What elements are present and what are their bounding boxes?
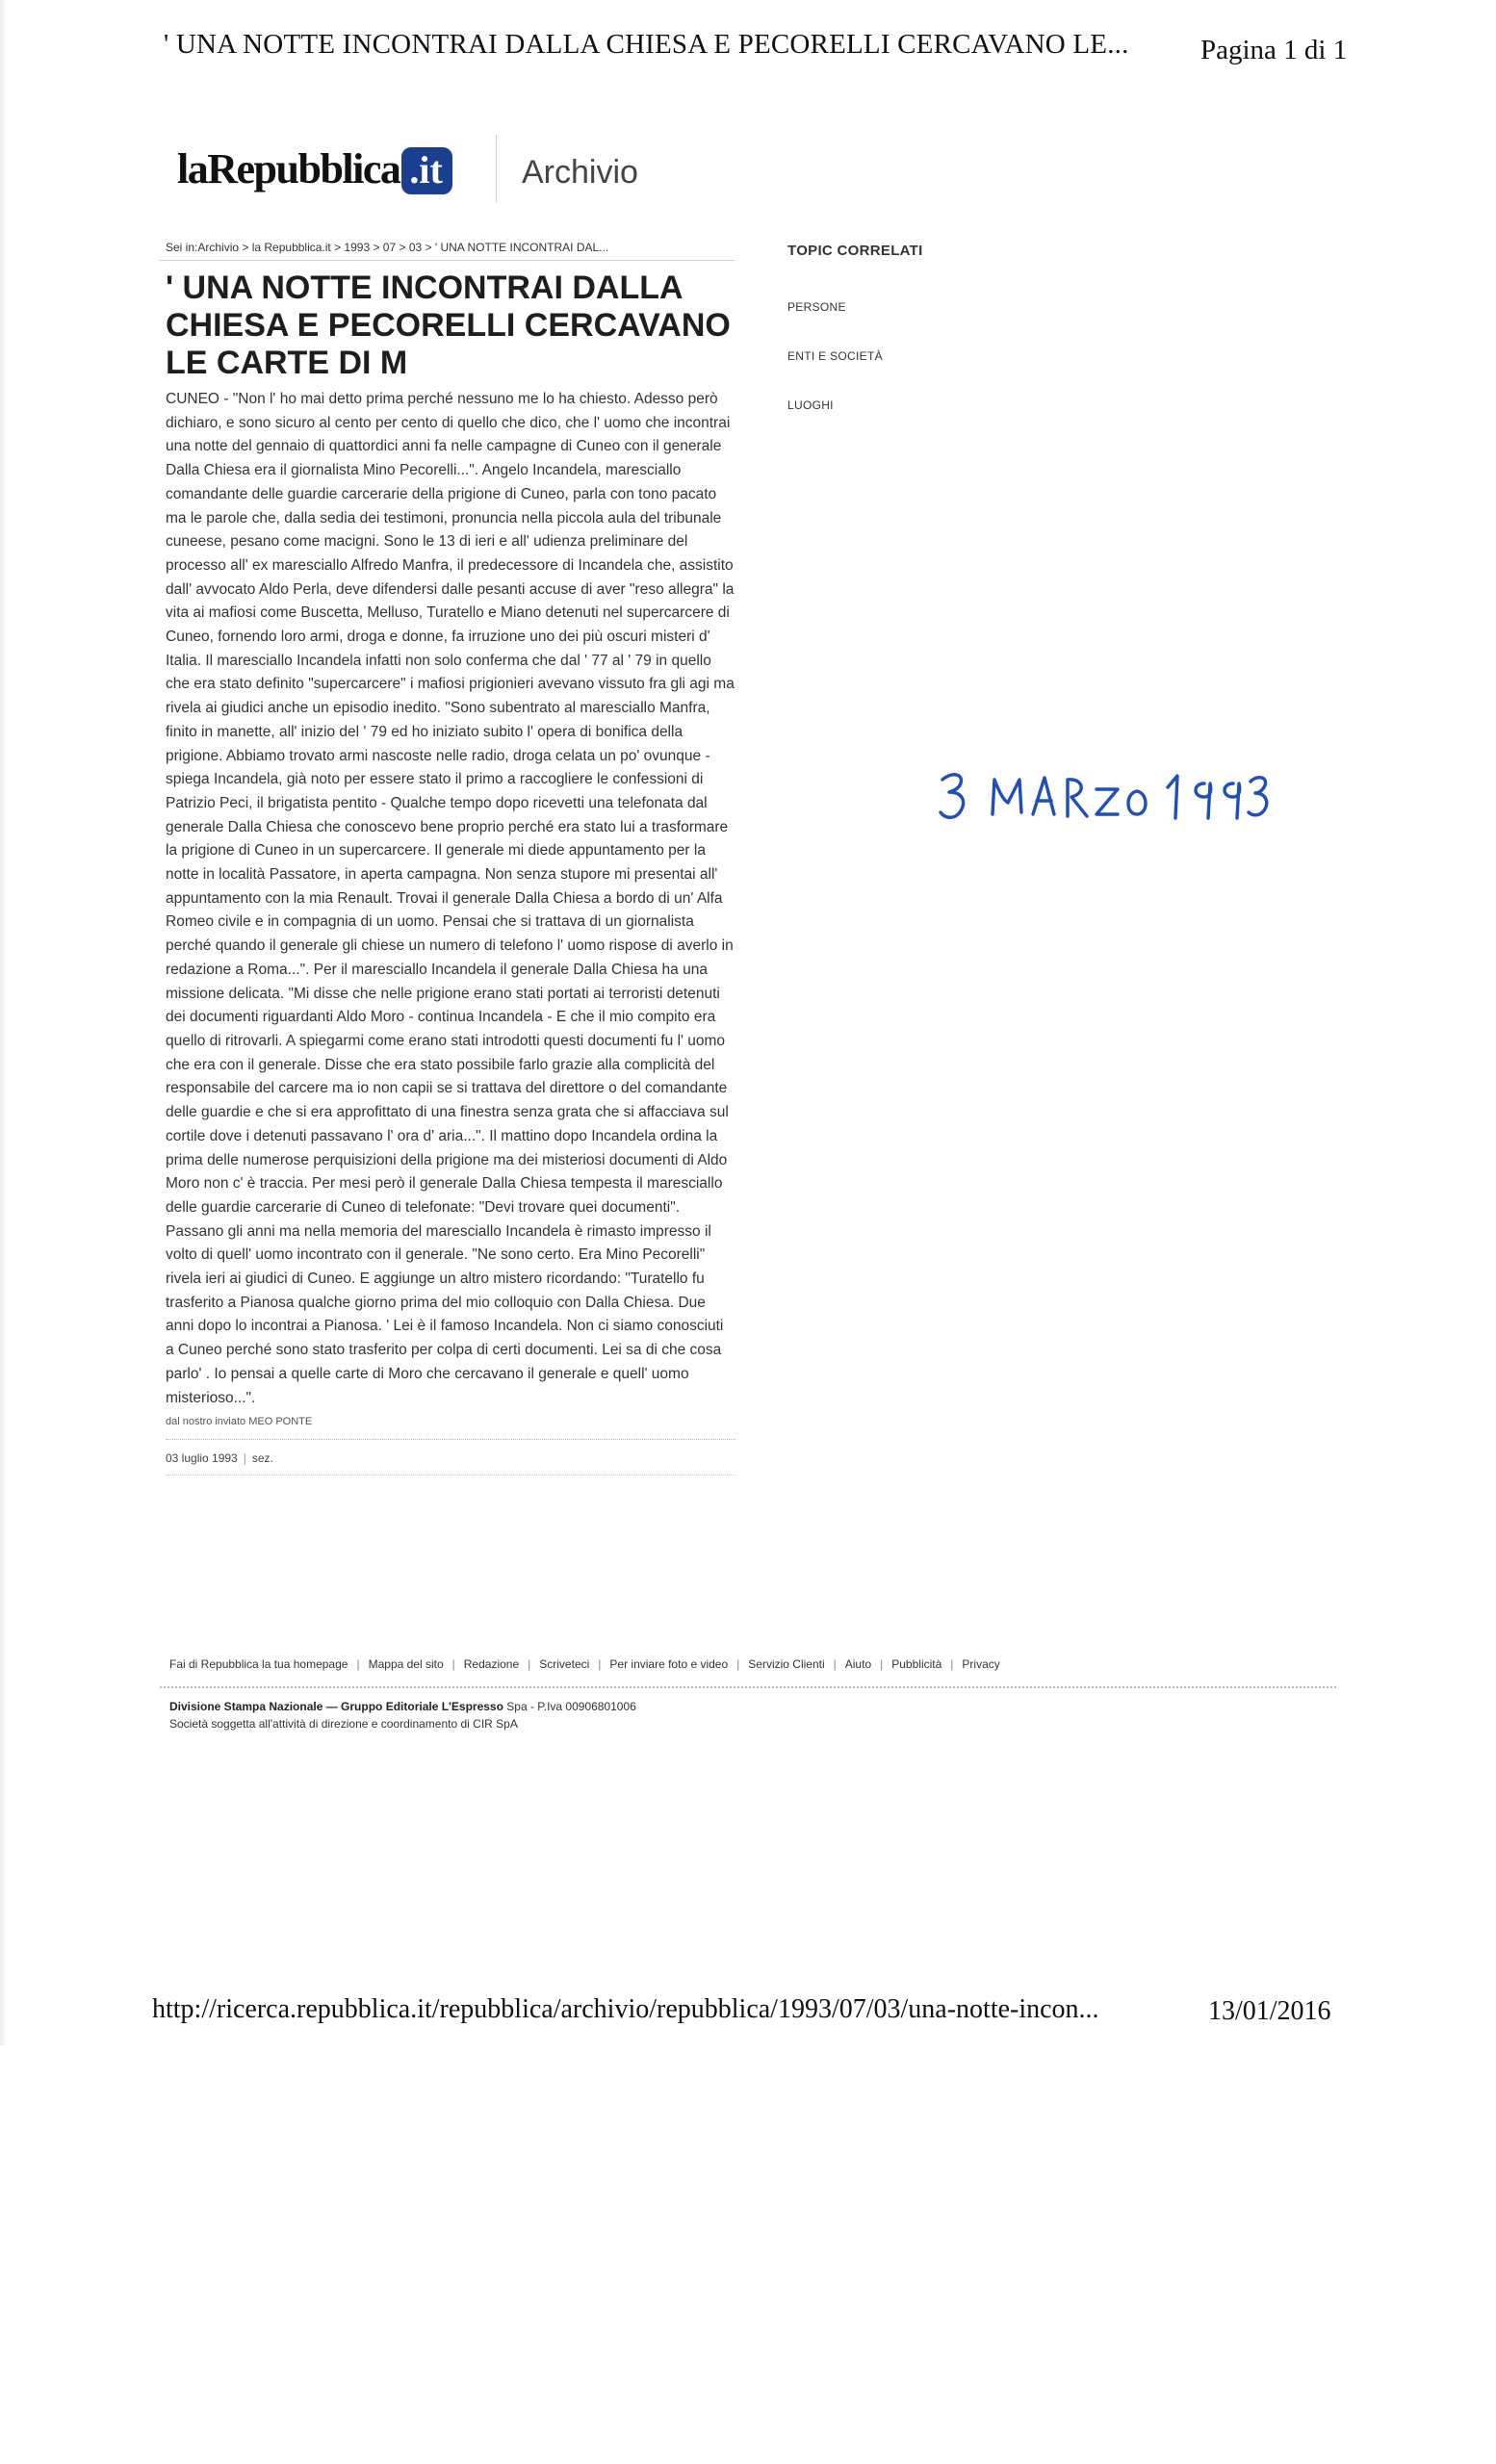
- footer-link-privacy[interactable]: Privacy: [962, 1657, 1000, 1671]
- footer-link-pubblicita[interactable]: Pubblicità: [891, 1657, 942, 1671]
- print-header-title: ' UNA NOTTE INCONTRAI DALLA CHIESA E PECORELLI CERCAVANO LE...: [164, 29, 1129, 60]
- footer-link-foto-video[interactable]: Per inviare foto e video: [609, 1657, 729, 1671]
- breadcrumb[interactable]: Sei in:Archivio > la Repubblica.it > 1993 > 07 > 03 > ' UNA NOTTE INCONTRAI DAL...: [166, 241, 609, 254]
- footer-subtext: Società soggetta all'attività di direzione e coordinamento di CIR SpA: [169, 1717, 518, 1731]
- footer-company-name: Divisione Stampa Nazionale — Gruppo Editoriale L'Espresso: [169, 1700, 503, 1713]
- logo-divider: [496, 135, 497, 202]
- repubblica-logo[interactable]: [177, 144, 452, 194]
- footer-link-redazione[interactable]: Redazione: [463, 1657, 520, 1671]
- section-title: Archivio: [522, 154, 638, 191]
- related-topic-persone[interactable]: PERSONE: [787, 300, 846, 314]
- footer-divider: [160, 1686, 1336, 1688]
- footer-link-sitemap[interactable]: Mappa del sito: [368, 1657, 444, 1671]
- print-footer-url: http://ricerca.repubblica.it/repubblica/archivio/repubblica/1993/07/03/una-notte-incon...: [152, 1994, 1099, 2024]
- print-header-page-number: Pagina 1 di 1: [1200, 35, 1348, 65]
- logo-it-badge: .it: [401, 147, 451, 194]
- article-date: 03 luglio 1993: [166, 1451, 238, 1466]
- footer-link-homepage[interactable]: Fai di Repubblica la tua homepage: [169, 1657, 348, 1671]
- logo-wordmark: laRepubblica: [177, 145, 400, 192]
- article-byline: dal nostro inviato MEO PONTE: [166, 1416, 313, 1428]
- footer-link-servizio-clienti[interactable]: Servizio Clienti: [748, 1657, 825, 1671]
- related-topic-enti[interactable]: ENTI E SOCIETÀ: [787, 349, 883, 363]
- divider: [160, 260, 735, 261]
- article-headline: ' UNA NOTTE INCONTRAI DALLA CHIESA E PECORELLI CERCAVANO LE CARTE DI M: [166, 270, 731, 381]
- article-dateline: 03 luglio 1993 | sez.: [166, 1451, 273, 1466]
- article-body-container: [166, 388, 735, 1476]
- article-section-label: sez.: [251, 1451, 273, 1466]
- footer-company-vat: Spa - P.Iva 00906801006: [503, 1700, 636, 1713]
- divider: [166, 1475, 735, 1476]
- divider: [166, 1439, 735, 1440]
- print-footer-date: 13/01/2016: [1208, 1996, 1331, 2026]
- article-body: CUNEO - "Non l' ho mai detto prima perché nessuno me lo ha chiesto. Adesso però dichiaro, e sono sicuro al cento per cento di quello che dico, che l' uomo che incontrai una notte del gennaio di quattordici anni fa nelle campagne di Cuneo con il generale Dalla Chiesa era il giornalista Mino Pecorelli...". Angelo Incandela, maresciallo comandante delle guardie carcerarie della prigione di Cuneo, parla con tono pacato ma le parole che, dalla sedia dei testimoni, pronuncia nella piccola aula del tribunale cuneese, pesano come macigni. Sono le 13 di ieri e all' udienza preliminare del processo all' ex maresciallo Alfredo Manfra, il predecessore di Incandela che, assistito dall' avvocato Aldo Perla, deve difendersi dalle pesanti accuse di aver "reso allegra" la vita ai mafiosi come Buscetta, Melluso, Turatello e Miano detenuti nel supercarcere di Cuneo, fornendo loro armi, droga e donne, fa irruzione uno dei più oscuri misteri d' Italia. Il maresciallo Incandela infatti non solo conferma che dal ' 77 al ' 79 in quello che era stato definito "supercarcere" i mafiosi prigionieri avevano vissuto fra gli agi ma rivela ai giudici anche un episodio inedito. "Sono subentrato al maresciallo Manfra, finito in manette, all' inizio del ' 79 ed ho iniziato subito l' opera di bonifica della prigione. Abbiamo trovato armi nascoste nelle radio, droga celata un po' ovunque - spiega Incandela, già noto per essere stato il primo a raccogliere le confessioni di Patrizio Peci, il brigatista pentito - Qualche tempo dopo ricevetti una telefonata dal generale Dalla Chiesa che conoscevo bene proprio perché era stato lui a trasformare la prigione di Cuneo in un supercarcere. Il generale mi diede appuntamento per la notte in località Passatore, in aperta campagna. Non senza stupore mi presentai all' appuntamento con la mia Renault. Trovai il generale Dalla Chiesa a bordo di un' Alfa Romeo civile e in compagnia di un uomo. Pensai che si trattava di un giornalista perché quando il generale gli chiese un numero di telefono l' uomo rispose di averlo in redazione a Roma...". Per il maresciallo Incandela il generale Dalla Chiesa ha una missione delicata. "Mi disse che nelle prigione erano stati portati ai terroristi detenuti dei documenti riguardanti Aldo Moro - continua Incandela - E che il mio compito era quello di ritrovarli. A spiegarmi come erano stati introdotti questi documenti fu l' uomo che era con il generale. Disse che era stato possibile farlo grazie alla complicità del responsabile del carcere ma io non capii se si trattava del direttore o del comandante delle guardie e che si era approfittato di una finestra senza grata che si affacciava sul cortile dove i detenuti passavano l' ora d' aria...". Il mattino dopo Incandela ordina la prima delle numerose perquisizioni della prigione ma dei misteriosi documenti di Aldo Moro non c' è traccia. Per mesi però il generale Dalla Chiesa tempesta il maresciallo delle guardie carcerarie di Cuneo di telefonate: "Devi trovare quei documenti". Passano gli anni ma nella memoria del maresciallo Incandela è rimasto impresso il volto di quell' uomo incontrato con il generale. "Ne sono certo. Era Mino Pecorelli" rivela ieri ai giudici di Cuneo. E aggiunge un altro mistero ricordando: "Turatello fu trasferito a Pianosa qualche giorno prima del mio colloquio con Dalla Chiesa. Due anni dopo lo incontrai a Pianosa. ' Lei è il famoso Incandela. Non ci siamo conosciuti a Cuneo perché sono stato trasferito per colpa di certi documenti. Lei sa di che cosa parlo' . Io pensai a quelle carte di Moro che cercavano il generale e quell' uomo misterioso...".: [166, 391, 735, 1406]
- related-topics-heading: TOPIC CORRELATI: [787, 243, 923, 259]
- scan-edge-shadow: [0, 0, 8, 2045]
- handwritten-date-annotation: [939, 760, 1271, 828]
- related-topic-luoghi[interactable]: LUOGHI: [787, 398, 834, 412]
- footer-links: Fai di Repubblica la tua homepage | Mappa del sito | Redazione | Scriveteci | Per inviare foto e video | Servizio Clienti | Aiuto | Pubblicità | Privacy: [169, 1657, 1000, 1671]
- footer-link-scriveteci[interactable]: Scriveteci: [539, 1657, 590, 1671]
- footer-link-aiuto[interactable]: Aiuto: [844, 1657, 872, 1671]
- footer-company: [169, 1700, 636, 1713]
